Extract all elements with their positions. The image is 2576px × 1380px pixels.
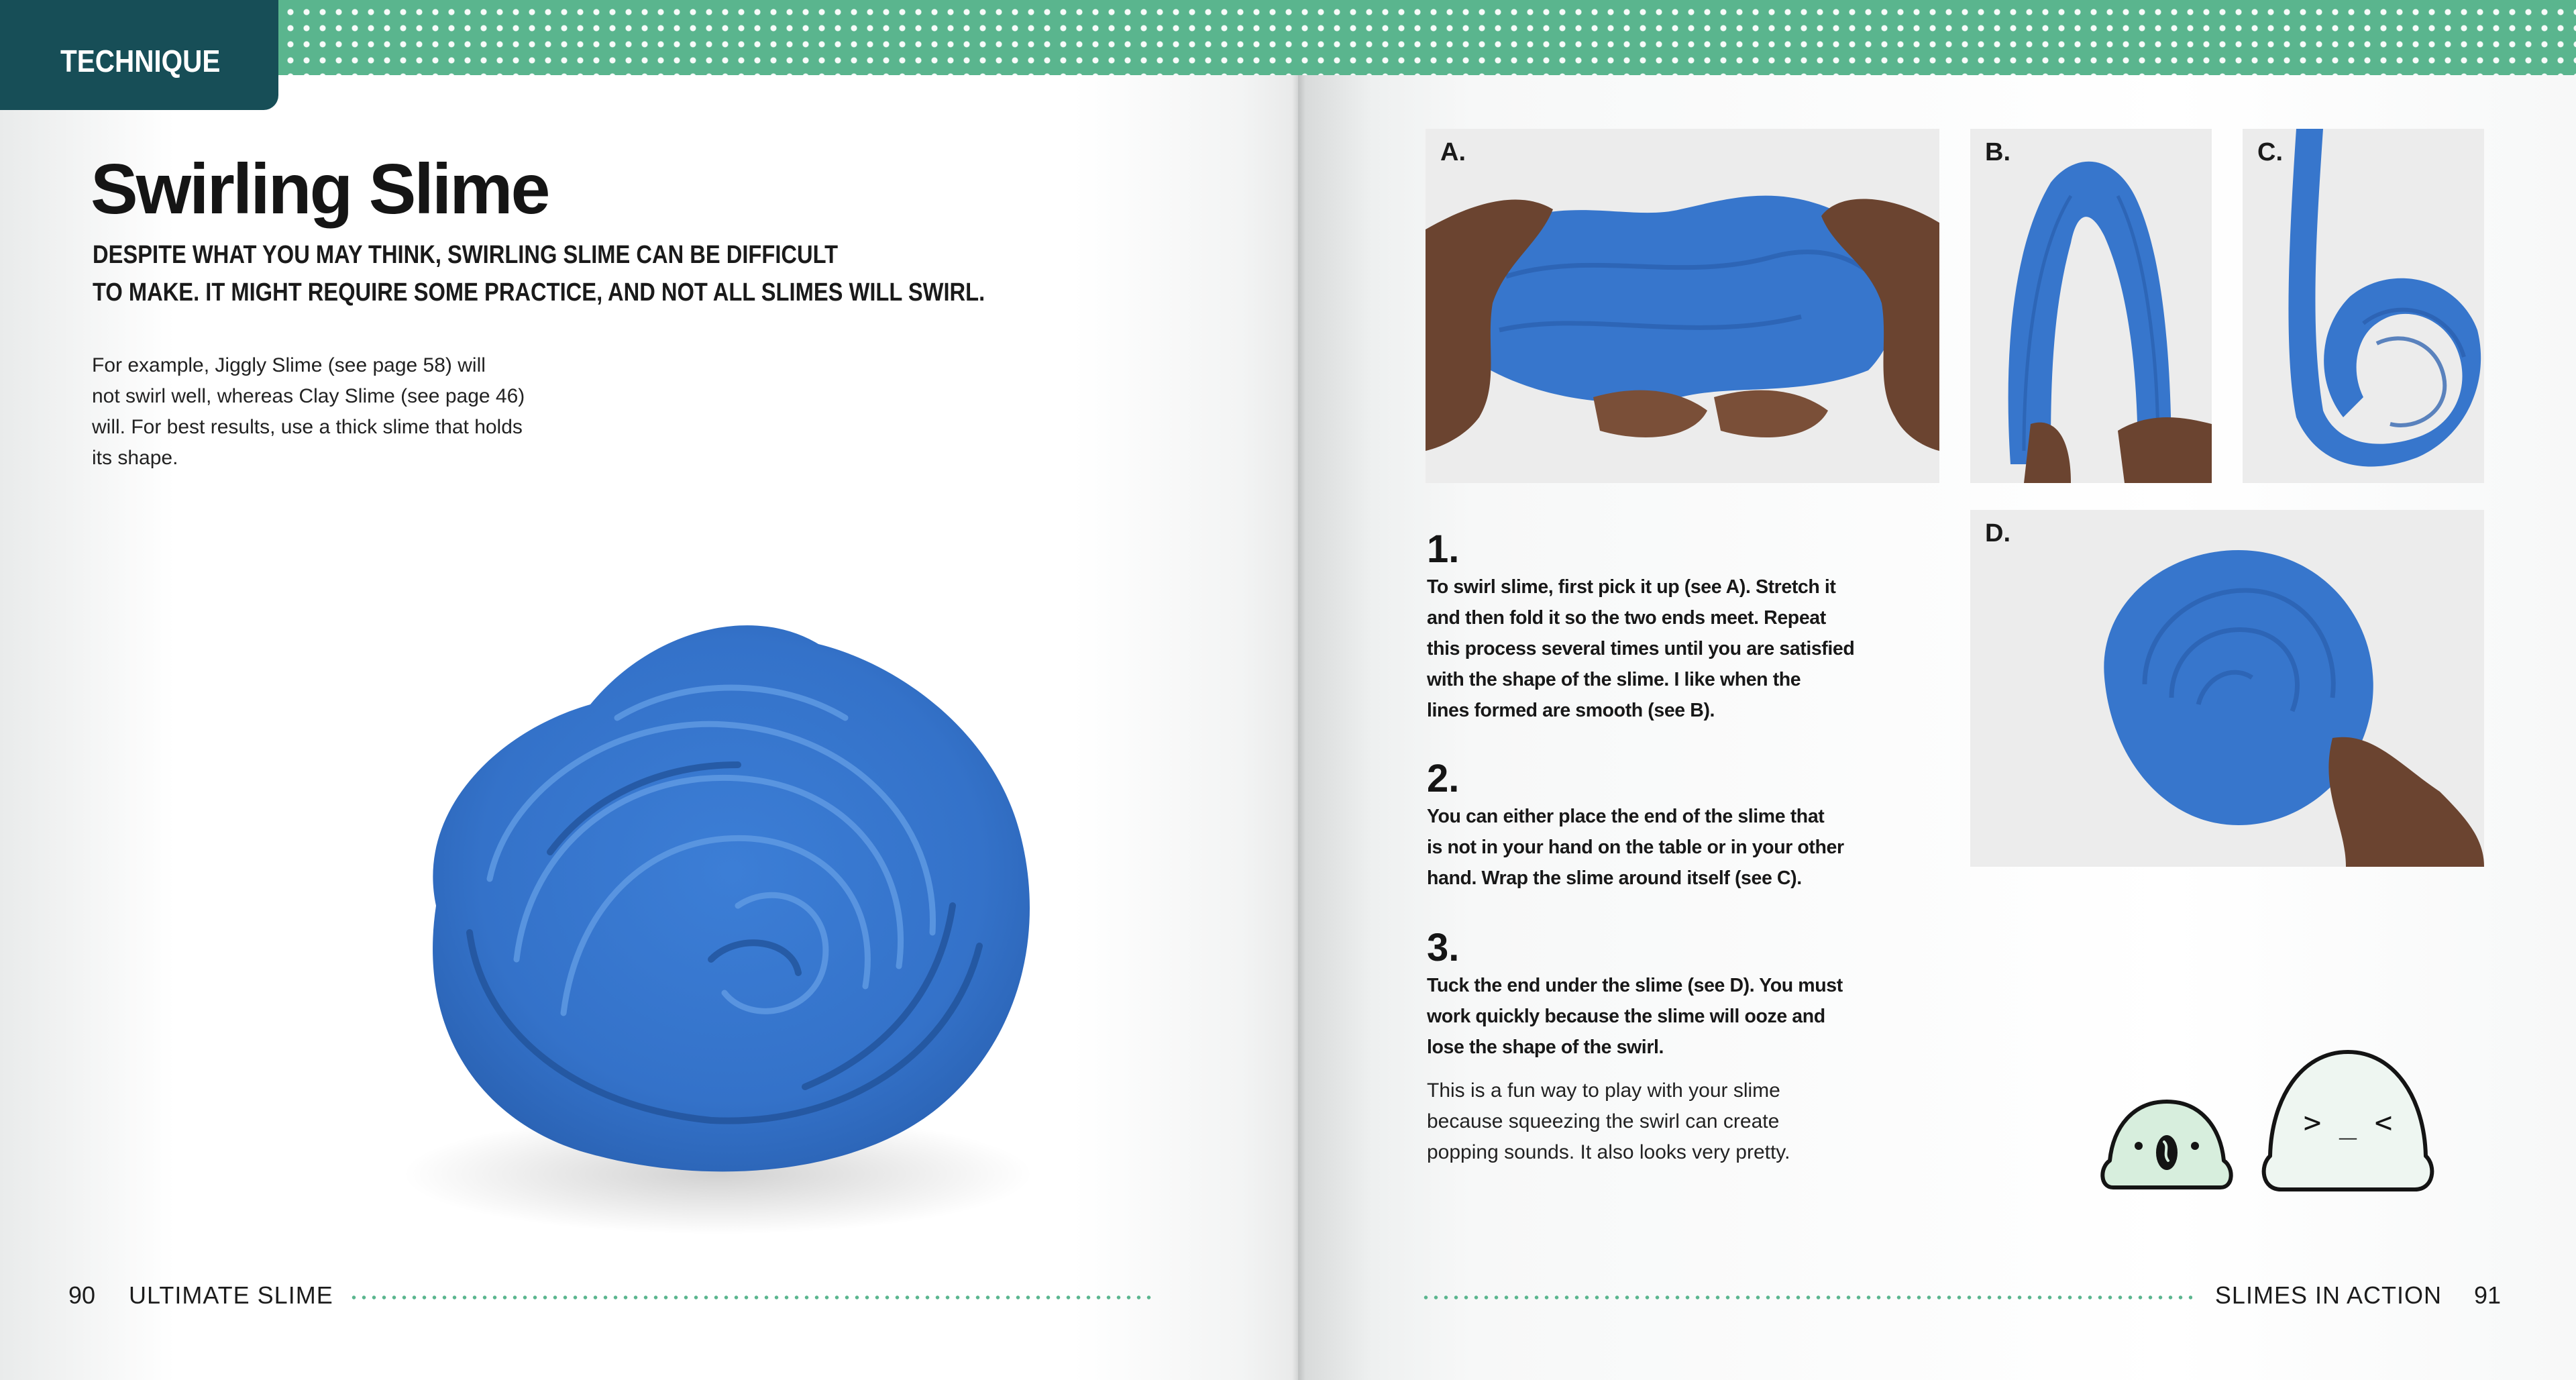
closing-line: popping sounds. It also looks very pretty. [1427,1141,1790,1163]
section-tab [0,0,278,110]
big-slime-character [2254,1039,2442,1206]
intro-line: For example, Jiggly Slime (see page 58) will [92,354,486,376]
photo-label-c: C. [2257,138,2283,166]
photo-b [1970,129,2212,483]
closing-line: because squeezing the swirl can create [1427,1110,1780,1132]
subtitle [93,236,985,311]
step-line: You can either place the end of the slime that [1427,806,1825,827]
photo-c [2243,129,2484,483]
intro-paragraph [92,350,575,474]
photo-label-a: A. [1440,138,1466,166]
dotted-header-band [278,0,2576,75]
swirled-slime-image [335,530,1100,1268]
dotted-rule-right [1421,1295,2192,1300]
intro-line: its shape. [92,447,178,469]
photo-label-b: B. [1985,138,2010,166]
running-title-left: ULTIMATE SLIME [129,1281,333,1309]
running-title-right: SLIMES IN ACTION [2214,1281,2442,1309]
page-number-right: 91 [2473,1281,2501,1309]
intro-line: not swirl well, whereas Clay Slime (see page 46) [92,385,525,407]
page-number-left: 90 [68,1281,96,1309]
step-line: lines formed are smooth (see B). [1427,700,1715,721]
tucked-slime-image [1970,510,2484,867]
step-line: hand. Wrap the slime around itself (see C). [1427,867,1802,889]
step-line: Tuck the end under the slime (see D). You must [1427,975,1843,996]
closing-paragraph [1427,1075,1937,1168]
stretched-slime-image [1970,129,2212,483]
step-2 [1427,757,1937,894]
subtitle-line: TO MAKE. IT MIGHT REQUIRE SOME PRACTICE, AND NOT ALL SLIMES WILL SWIRL. [93,278,985,307]
step-line: this process several times until you are satisfied [1427,638,1855,659]
page-title: Swirling Slime [91,150,549,229]
step-number: 1. [1427,527,1460,571]
step-line: work quickly because the slime will ooze and [1427,1006,1825,1027]
step-number: 2. [1427,757,1460,800]
step-line: with the shape of the slime. I like when the [1427,669,1801,690]
step-1 [1427,527,1937,726]
step-number: 3. [1427,926,1460,969]
big-character-face: > _ < [2303,1106,2393,1140]
step-3 [1427,926,1937,1063]
dotted-rule-left [349,1295,1154,1300]
step-line: is not in your hand on the table or in your other [1427,837,1844,858]
subtitle-line: DESPITE WHAT YOU MAY THINK, SWIRLING SLIME CAN BE DIFFICULT [93,241,839,269]
step-line: To swirl slime, first pick it up (see A). Stretch it [1427,576,1836,598]
photo-d [1970,510,2484,867]
step-line: lose the shape of the swirl. [1427,1037,1664,1058]
hands-holding-slime-image [1426,129,1939,483]
photo-label-d: D. [1985,519,2010,547]
wrapping-slime-image [2243,129,2484,483]
book-gutter [1292,0,1305,1380]
small-slime-character [2093,1087,2241,1208]
photo-a [1426,129,1939,483]
intro-line: will. For best results, use a thick slime that holds [92,416,523,438]
step-line: and then fold it so the two ends meet. Repeat [1427,607,1826,629]
closing-line: This is a fun way to play with your slime [1427,1079,1780,1102]
section-tab-label: TECHNIQUE [60,44,221,78]
